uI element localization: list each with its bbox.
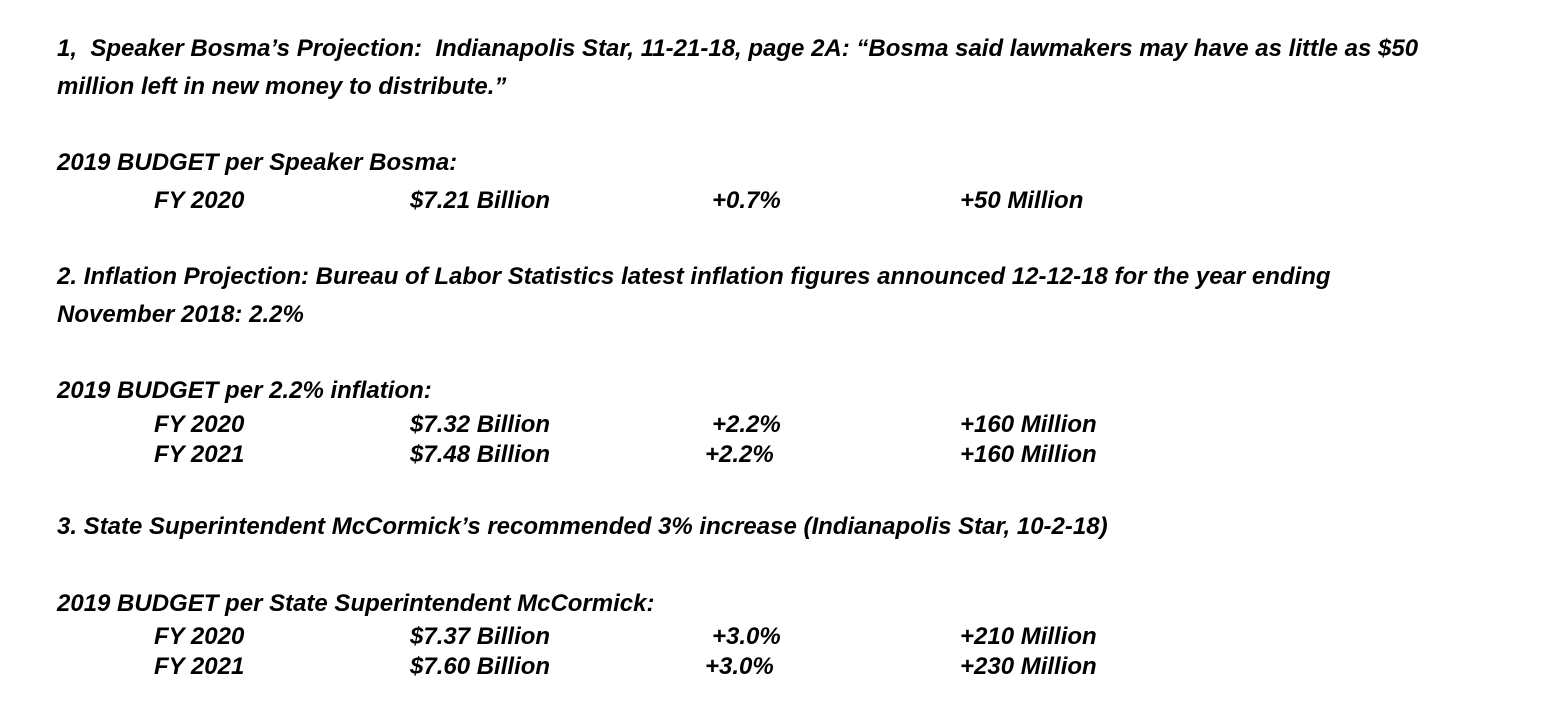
section-1-text: [57, 30, 1547, 106]
budget-amount: $7.32 Billion: [410, 411, 551, 438]
section-3-budget-row-fy2020: [0, 622, 1554, 652]
section-2-budget-row-fy2021: [0, 440, 1554, 470]
section-3-text: [57, 508, 1547, 546]
section-1-budget-heading: 2019 BUDGET per Speaker Bosma:: [57, 149, 458, 176]
budget-year: FY 2021: [154, 441, 245, 468]
section-2-budget-heading: 2019 BUDGET per 2.2% inflation:: [57, 377, 432, 404]
section-2-line-1: 2. Inflation Projection: Bureau of Labor Statistics latest inflation figures announced 12-12-18 for the year ending: [57, 263, 1331, 290]
budget-year: FY 2020: [154, 187, 245, 214]
section-3-budget-heading: 2019 BUDGET per State Superintendent McCormick:: [57, 590, 655, 617]
section-2-text: [57, 258, 1547, 334]
section-3-line-1: 3. State Superintendent McCormick’s recommended 3% increase (Indianapolis Star, 10-2-18): [57, 513, 1108, 540]
section-2-budget-row-fy2020: [0, 410, 1554, 440]
budget-delta: +230 Million: [960, 653, 1097, 680]
section-1-line-1: 1, Speaker Bosma’s Projection: Indianapolis Star, 11-21-18, page 2A: “Bosma said lawmakers may have as little as $50: [57, 35, 1419, 62]
budget-amount: $7.21 Billion: [410, 187, 551, 214]
budget-year: FY 2020: [154, 623, 245, 650]
budget-delta: +160 Million: [960, 441, 1097, 468]
budget-percent: +3.0%: [705, 653, 774, 680]
section-1-line-2: million left in new money to distribute.”: [57, 73, 507, 100]
budget-delta: +50 Million: [960, 187, 1084, 214]
budget-percent: +2.2%: [705, 441, 774, 468]
budget-amount: $7.60 Billion: [410, 653, 551, 680]
budget-percent: +2.2%: [712, 411, 781, 438]
budget-year: FY 2020: [154, 411, 245, 438]
section-3-budget-row-fy2021: [0, 652, 1554, 682]
budget-delta: +210 Million: [960, 623, 1097, 650]
budget-year: FY 2021: [154, 653, 245, 680]
budget-delta: +160 Million: [960, 411, 1097, 438]
budget-amount: $7.37 Billion: [410, 623, 551, 650]
section-1-budget-row-fy2020: [0, 186, 1554, 216]
section-2-line-2: November 2018: 2.2%: [57, 301, 304, 328]
budget-percent: +0.7%: [712, 187, 781, 214]
budget-percent: +3.0%: [712, 623, 781, 650]
budget-amount: $7.48 Billion: [410, 441, 551, 468]
